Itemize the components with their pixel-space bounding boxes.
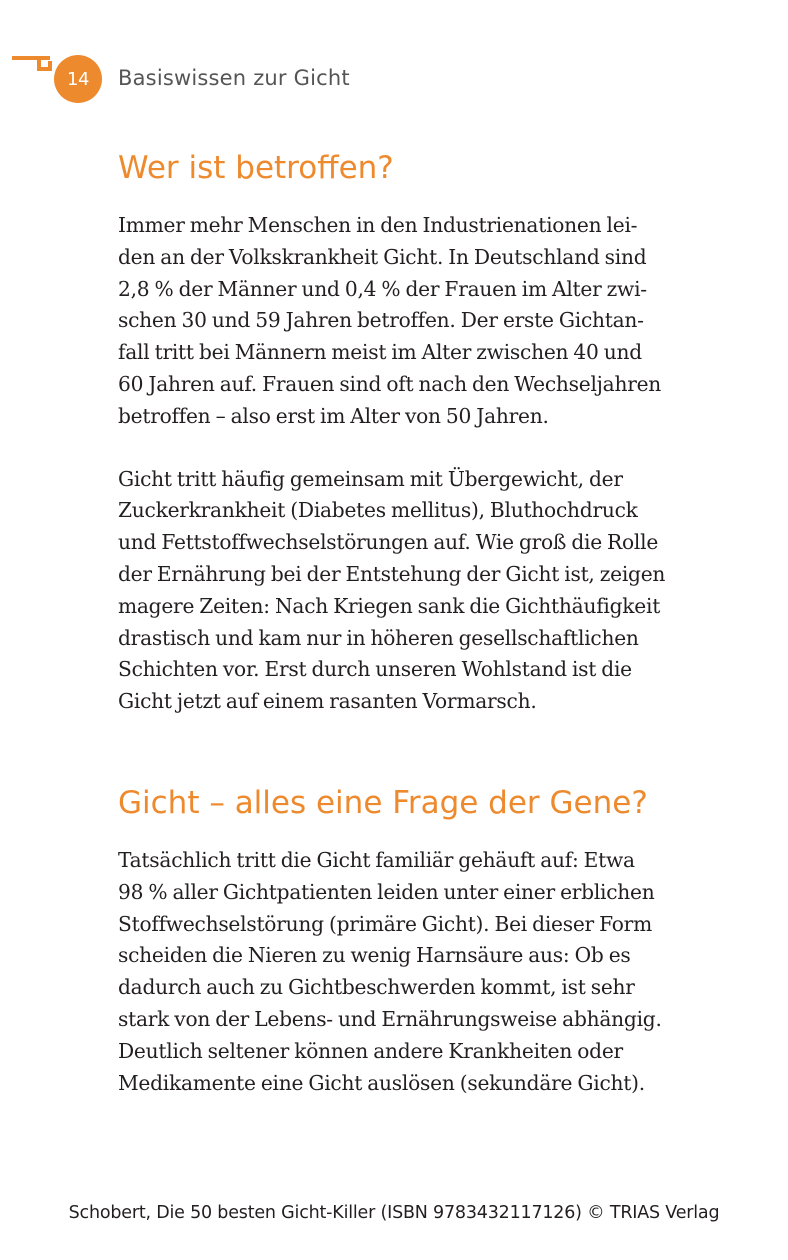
body-paragraph [118, 464, 728, 718]
text-line: 60 Jahren auf. Frauen sind oft nach den Wechseljahren [118, 371, 662, 396]
text-line: der Ernährung bei der Entstehung der Gicht ist, zeigen [118, 561, 666, 586]
body-paragraph [118, 210, 728, 433]
running-section-title: Basiswissen zur Gicht [118, 66, 350, 90]
text-line: Gicht tritt häufig gemeinsam mit Übergewicht, der [118, 466, 623, 491]
text-line: 2,8 % der Männer und 0,4 % der Frauen im Alter zwi- [118, 276, 647, 301]
text-line: den an der Volkskrankheit Gicht. In Deutschland sind [118, 244, 647, 269]
text-line: Tatsächlich tritt die Gicht familiär gehäuft auf: Etwa [118, 847, 635, 872]
text-line: Deutlich seltener können andere Krankheiten oder [118, 1038, 623, 1063]
text-line: scheiden die Nieren zu wenig Harnsäure aus: Ob es [118, 943, 631, 968]
footer-credit: Schobert, Die 50 besten Gicht-Killer (ISBN 9783432117126) © TRIAS Verlag [68, 1203, 720, 1223]
text-line: Stoffwechselstörung (primäre Gicht). Bei dieser Form [118, 911, 652, 936]
page-header [0, 0, 788, 110]
section-heading: Gicht – alles eine Frage der Gene? [118, 784, 648, 821]
text-line: Zuckerkrankheit (Diabetes mellitus), Bluthochdruck [118, 498, 638, 523]
text-line: Immer mehr Menschen in den Industrienationen lei- [118, 213, 638, 237]
text-line: dadurch auch zu Gichtbeschwerden kommt, ist sehr [118, 975, 635, 1000]
text-line: stark von der Lebens- und Ernährungsweise abhängig. [118, 1006, 662, 1031]
text-line: magere Zeiten: Nach Kriegen sank die Gichthäufigkeit [118, 593, 661, 618]
text-line: drastisch und kam nur in höheren gesellschaftlichen [118, 625, 639, 650]
text-line: fall tritt bei Männern meist im Alter zwischen 40 und [118, 340, 642, 365]
section-heading: Wer ist betroffen? [118, 150, 394, 186]
text-line: betroffen – also erst im Alter von 50 Jahren. [118, 403, 549, 428]
text-line: schen 30 und 59 Jahren betroffen. Der erste Gichtan- [118, 308, 644, 333]
page-number: 14 [67, 68, 89, 90]
page-number-badge [54, 55, 102, 103]
text-line: Gicht jetzt auf einem rasanten Vormarsch. [118, 689, 537, 714]
page-content [118, 146, 728, 1099]
text-line: Schichten vor. Erst durch unseren Wohlstand ist die [118, 657, 632, 682]
body-paragraph [118, 845, 728, 1099]
text-line: 98 % aller Gichtpatienten leiden unter einer erblichen [118, 879, 655, 904]
text-line: und Fettstoffwechselstörungen auf. Wie groß die Rolle [118, 530, 659, 555]
text-line: Medikamente eine Gicht auslösen (sekundäre Gicht). [118, 1070, 645, 1095]
